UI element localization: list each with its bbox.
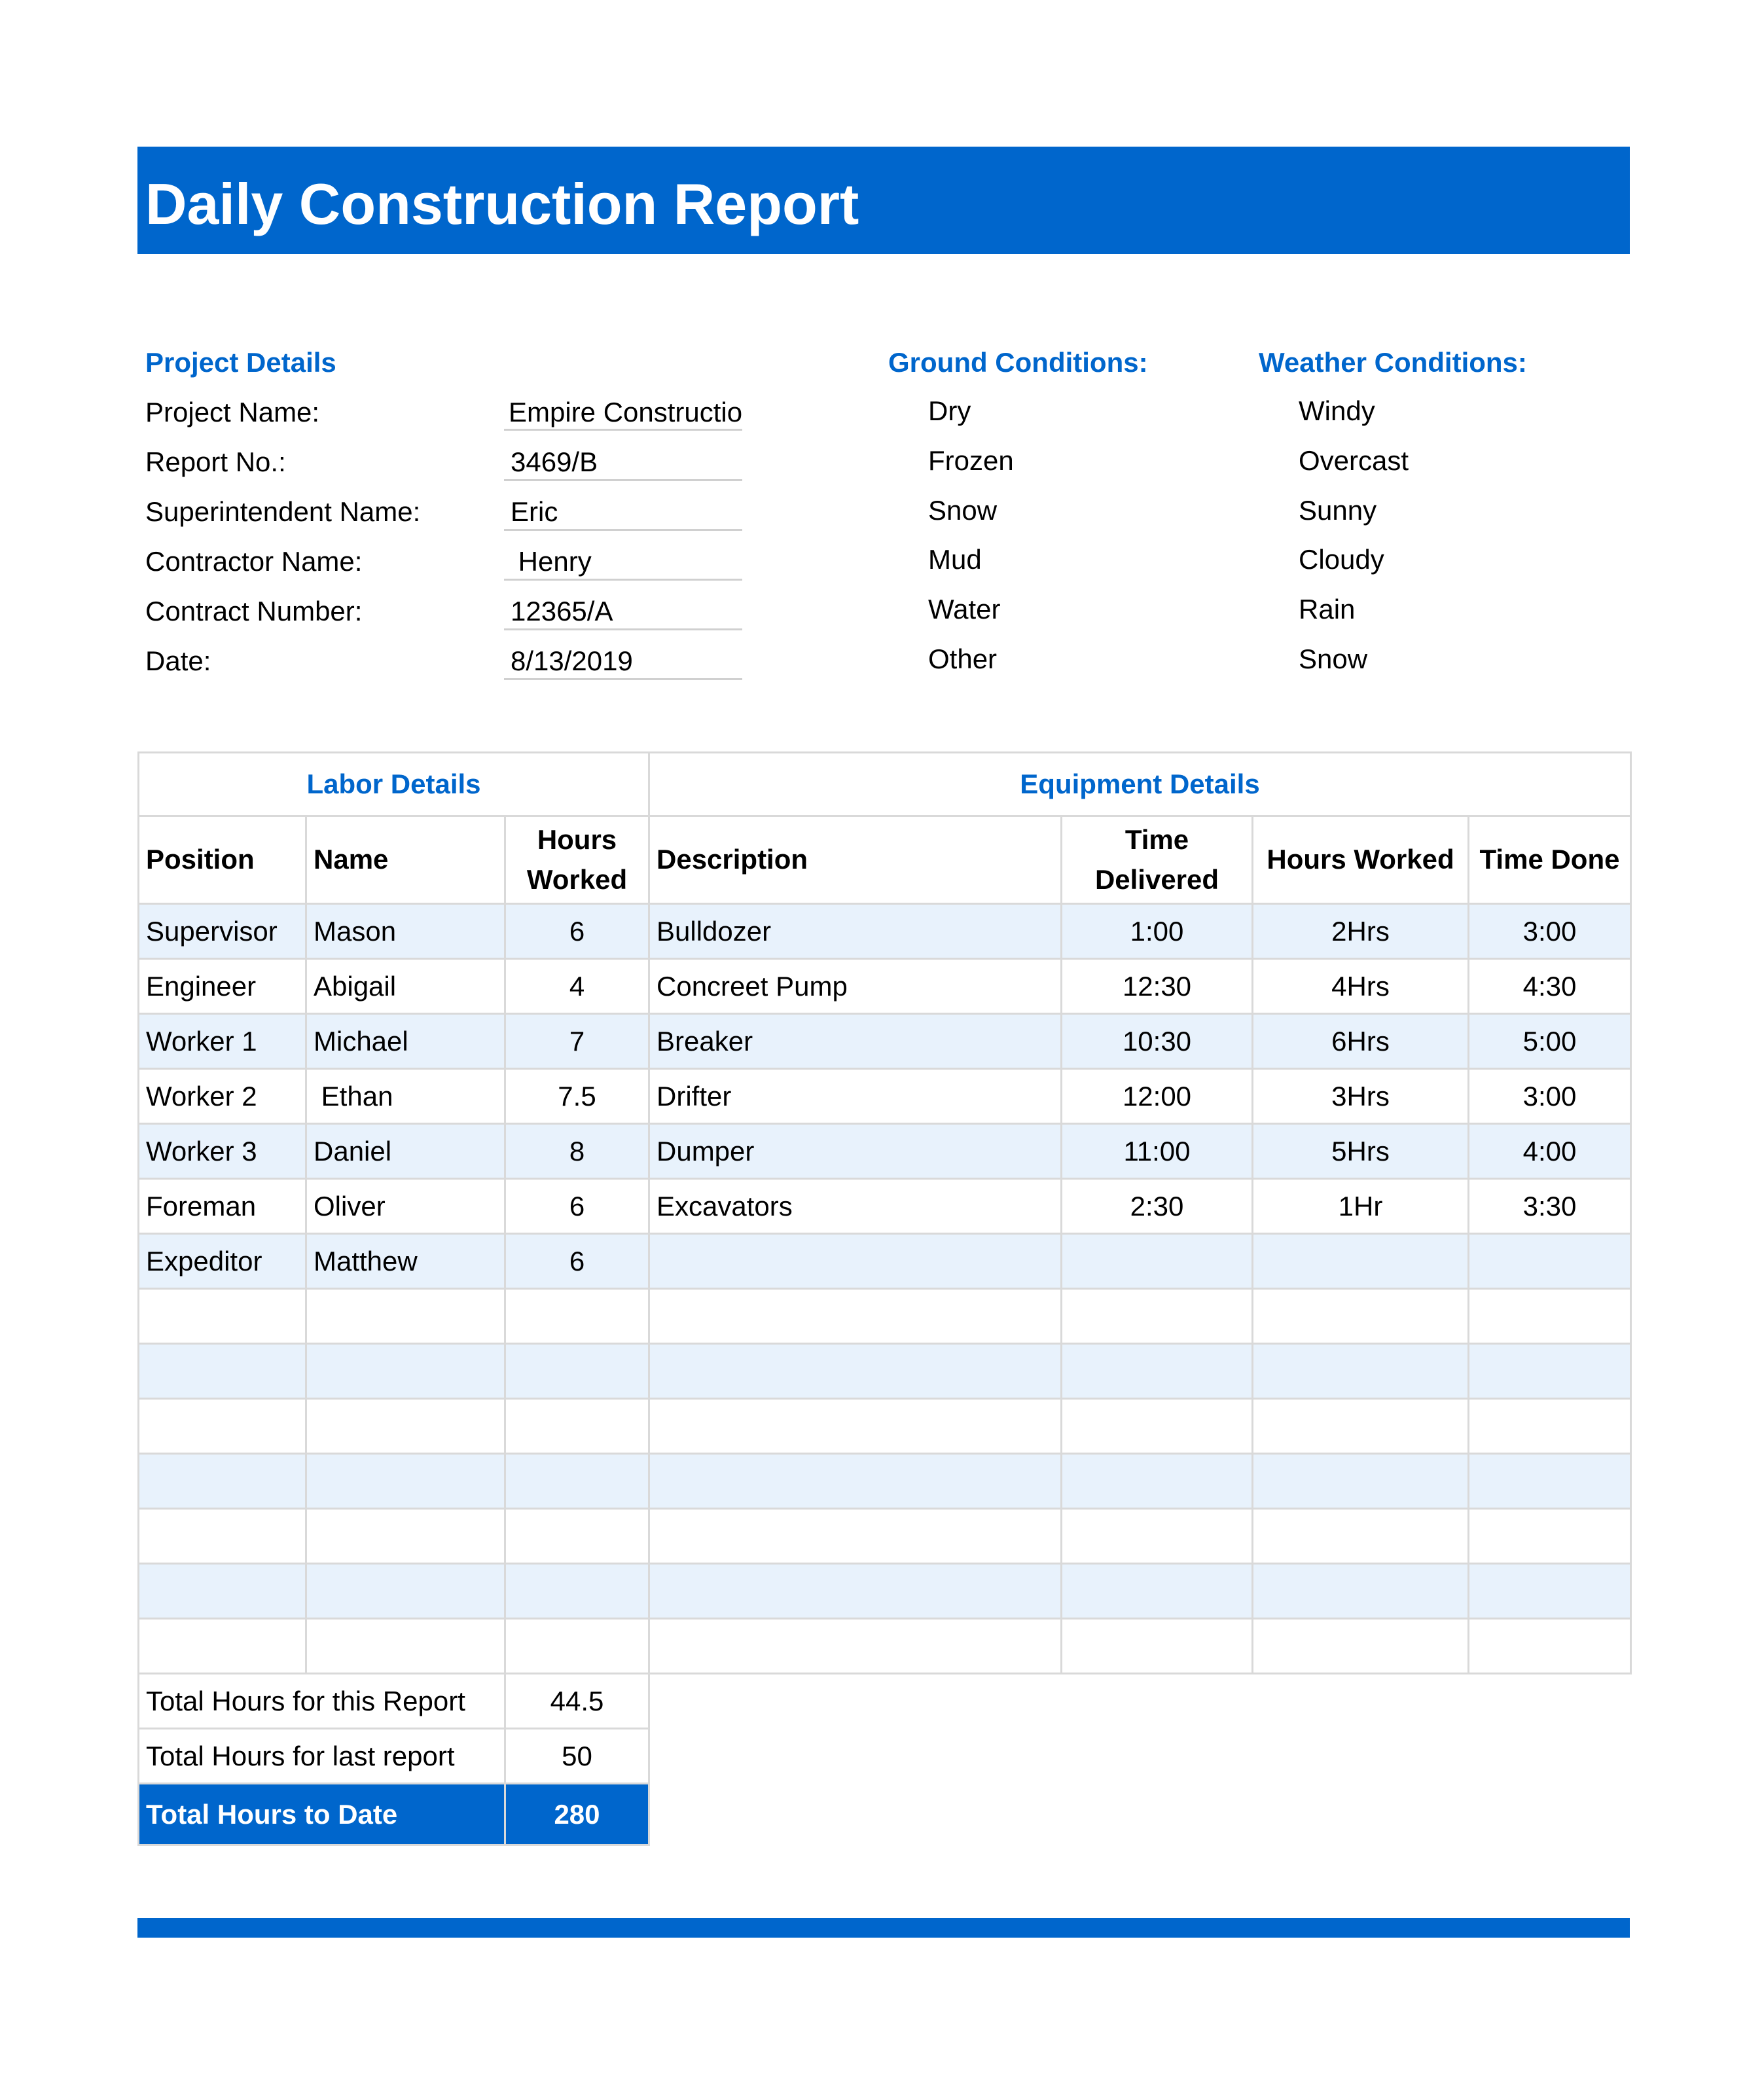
equipment-time-done-cell[interactable]: 4:30 <box>1469 959 1631 1014</box>
labor-position-cell[interactable]: Worker 2 <box>139 1069 306 1124</box>
equipment-hours-worked-cell[interactable] <box>1253 1289 1469 1344</box>
weather-condition-item: Sunny <box>1299 495 1377 526</box>
footer-bar <box>137 1918 1630 1938</box>
labor-hours-cell[interactable]: 6 <box>505 1179 649 1234</box>
labor-position-cell[interactable] <box>139 1399 306 1454</box>
equipment-time-done-cell[interactable] <box>1469 1564 1631 1619</box>
table-row <box>139 1454 1631 1509</box>
labor-position-cell[interactable] <box>139 1509 306 1564</box>
equipment-description-cell[interactable] <box>649 1234 1062 1289</box>
equipment-description-cell[interactable]: Concreet Pump <box>649 959 1062 1014</box>
equipment-time-done-cell[interactable]: 3:30 <box>1469 1179 1631 1234</box>
empty-space <box>649 1784 1631 1845</box>
equipment-description-cell[interactable]: Breaker <box>649 1014 1062 1069</box>
col-header-name: Name <box>306 816 505 904</box>
equipment-time-delivered-cell[interactable] <box>1062 1344 1253 1399</box>
labor-hours-cell[interactable]: 4 <box>505 959 649 1014</box>
col-header-position: Position <box>139 816 306 904</box>
report-no-value[interactable]: 3469/B <box>511 446 598 477</box>
ground-condition-item: Snow <box>928 495 998 526</box>
labor-hours-cell[interactable] <box>505 1289 649 1344</box>
equipment-time-delivered-cell[interactable]: 2:30 <box>1062 1179 1253 1234</box>
labor-details-heading: Labor Details <box>139 753 649 816</box>
table-row <box>139 1014 1631 1069</box>
equipment-hours-worked-cell[interactable]: 1Hr <box>1253 1179 1469 1234</box>
equipment-hours-worked-cell[interactable]: 5Hrs <box>1253 1124 1469 1179</box>
equipment-details-heading: Equipment Details <box>649 753 1631 816</box>
col-header-time-done: Time Done <box>1469 816 1631 904</box>
equipment-description-cell[interactable] <box>649 1289 1062 1344</box>
equipment-description-cell[interactable] <box>649 1454 1062 1509</box>
column-header-row <box>139 816 1631 904</box>
labor-hours-cell[interactable]: 6 <box>505 904 649 959</box>
table-row <box>139 1399 1631 1454</box>
weather-condition-item: Rain <box>1299 594 1356 624</box>
project-name-value[interactable]: Empire Constructio <box>509 397 743 427</box>
page-title: Daily Construction Report <box>145 172 859 236</box>
ground-condition-item: Water <box>928 594 1001 624</box>
equipment-time-delivered-cell[interactable] <box>1062 1289 1253 1344</box>
date-label: Date: <box>145 645 211 676</box>
total-to-date-value: 280 <box>505 1784 649 1845</box>
equipment-hours-worked-cell[interactable] <box>1253 1454 1469 1509</box>
table-row <box>139 1179 1631 1234</box>
equipment-time-done-cell[interactable]: 3:00 <box>1469 1069 1631 1124</box>
labor-hours-cell[interactable]: 6 <box>505 1234 649 1289</box>
labor-name-cell[interactable] <box>306 1289 505 1344</box>
labor-name-cell[interactable] <box>306 1509 505 1564</box>
equipment-time-delivered-cell[interactable] <box>1062 1619 1253 1674</box>
weather-condition-item: Cloudy <box>1299 544 1384 575</box>
labor-name-cell[interactable]: Ethan <box>306 1069 505 1124</box>
empty-space <box>649 1729 1631 1784</box>
equipment-time-done-cell[interactable]: 5:00 <box>1469 1014 1631 1069</box>
equipment-description-cell[interactable]: Bulldozer <box>649 904 1062 959</box>
equipment-description-cell[interactable] <box>649 1619 1062 1674</box>
table-row <box>139 1344 1631 1399</box>
equipment-time-done-cell[interactable]: 4:00 <box>1469 1124 1631 1179</box>
labor-position-cell[interactable] <box>139 1344 306 1399</box>
equipment-description-cell[interactable] <box>649 1509 1062 1564</box>
col-header-time-delivered: Time Delivered <box>1062 816 1253 904</box>
section-header-row <box>139 753 1631 816</box>
equipment-hours-worked-cell[interactable] <box>1253 1564 1469 1619</box>
labor-position-cell[interactable]: Engineer <box>139 959 306 1014</box>
weather-condition-item: Snow <box>1299 643 1368 674</box>
labor-hours-cell[interactable] <box>505 1509 649 1564</box>
table-row <box>139 1509 1631 1564</box>
table-row <box>139 1124 1631 1179</box>
superintendent-name-label: Superintendent Name: <box>145 496 421 527</box>
equipment-time-delivered-cell[interactable]: 11:00 <box>1062 1124 1253 1179</box>
labor-name-cell[interactable]: Abigail <box>306 959 505 1014</box>
date-value[interactable]: 8/13/2019 <box>511 645 633 676</box>
col-header-description: Description <box>649 816 1062 904</box>
labor-position-cell[interactable]: Supervisor <box>139 904 306 959</box>
labor-name-cell[interactable]: Oliver <box>306 1179 505 1234</box>
details-table <box>137 751 1632 1846</box>
labor-name-cell[interactable]: Mason <box>306 904 505 959</box>
equipment-time-done-cell[interactable] <box>1469 1454 1631 1509</box>
project-details-heading: Project Details <box>145 347 336 378</box>
project-name-label: Project Name: <box>145 397 320 427</box>
col-header-hours: Hours Worked <box>505 816 649 904</box>
col-header-hours-worked: Hours Worked <box>1253 816 1469 904</box>
equipment-description-cell[interactable]: Drifter <box>649 1069 1062 1124</box>
ground-condition-item: Mud <box>928 544 982 575</box>
superintendent-name-value[interactable]: Eric <box>511 496 558 527</box>
equipment-hours-worked-cell[interactable]: 2Hrs <box>1253 904 1469 959</box>
equipment-time-delivered-cell[interactable] <box>1062 1564 1253 1619</box>
equipment-time-delivered-cell[interactable]: 10:30 <box>1062 1014 1253 1069</box>
equipment-hours-worked-cell[interactable]: 4Hrs <box>1253 959 1469 1014</box>
total-last-report-row <box>139 1729 1631 1784</box>
table-row <box>139 1564 1631 1619</box>
equipment-time-delivered-cell[interactable]: 12:00 <box>1062 1069 1253 1124</box>
total-to-date-label: Total Hours to Date <box>139 1784 505 1845</box>
equipment-time-delivered-cell[interactable]: 12:30 <box>1062 959 1253 1014</box>
equipment-description-cell[interactable] <box>649 1564 1062 1619</box>
equipment-time-done-cell[interactable] <box>1469 1289 1631 1344</box>
equipment-time-delivered-cell[interactable] <box>1062 1509 1253 1564</box>
contractor-name-label: Contractor Name: <box>145 546 363 577</box>
equipment-time-delivered-cell[interactable] <box>1062 1454 1253 1509</box>
total-this-report-value: 44.5 <box>505 1674 649 1729</box>
labor-position-cell[interactable]: Expeditor <box>139 1234 306 1289</box>
labor-name-cell[interactable]: Matthew <box>306 1234 505 1289</box>
equipment-description-cell[interactable] <box>649 1344 1062 1399</box>
equipment-time-delivered-cell[interactable] <box>1062 1234 1253 1289</box>
field-underline <box>504 429 742 431</box>
table-row <box>139 1289 1631 1344</box>
report-no-label: Report No.: <box>145 446 286 477</box>
contractor-name-value[interactable]: Henry <box>511 546 592 577</box>
labor-hours-cell[interactable] <box>505 1344 649 1399</box>
weather-conditions-heading: Weather Conditions: <box>1259 347 1527 378</box>
field-underline <box>504 678 742 680</box>
empty-space <box>649 1674 1631 1729</box>
equipment-description-cell[interactable]: Excavators <box>649 1179 1062 1234</box>
labor-position-cell[interactable] <box>139 1289 306 1344</box>
table-row <box>139 1234 1631 1289</box>
total-this-report-label: Total Hours for this Report <box>139 1674 505 1729</box>
field-underline <box>504 628 742 630</box>
labor-position-cell[interactable] <box>139 1619 306 1674</box>
equipment-hours-worked-cell[interactable] <box>1253 1509 1469 1564</box>
ground-condition-item: Dry <box>928 395 971 426</box>
equipment-time-delivered-cell[interactable] <box>1062 1399 1253 1454</box>
labor-position-cell[interactable]: Worker 3 <box>139 1124 306 1179</box>
labor-hours-cell[interactable] <box>505 1564 649 1619</box>
equipment-hours-worked-cell[interactable] <box>1253 1619 1469 1674</box>
ground-condition-item: Other <box>928 643 998 674</box>
equipment-time-done-cell[interactable]: 3:00 <box>1469 904 1631 959</box>
labor-position-cell[interactable] <box>139 1454 306 1509</box>
total-last-report-label: Total Hours for last report <box>139 1729 505 1784</box>
equipment-hours-worked-cell[interactable]: 3Hrs <box>1253 1069 1469 1124</box>
equipment-time-done-cell[interactable] <box>1469 1619 1631 1674</box>
labor-name-cell[interactable] <box>306 1399 505 1454</box>
labor-position-cell[interactable] <box>139 1564 306 1619</box>
ground-conditions-heading: Ground Conditions: <box>888 347 1148 378</box>
field-underline <box>504 529 742 531</box>
field-underline <box>504 579 742 581</box>
equipment-time-done-cell[interactable] <box>1469 1399 1631 1454</box>
equipment-time-done-cell[interactable] <box>1469 1234 1631 1289</box>
weather-condition-item: Windy <box>1299 395 1375 426</box>
labor-hours-cell[interactable]: 7 <box>505 1014 649 1069</box>
total-to-date-row <box>139 1784 1631 1845</box>
labor-name-cell[interactable] <box>306 1619 505 1674</box>
ground-condition-item: Frozen <box>928 445 1014 476</box>
labor-hours-cell[interactable] <box>505 1619 649 1674</box>
equipment-hours-worked-cell[interactable] <box>1253 1234 1469 1289</box>
equipment-hours-worked-cell[interactable]: 6Hrs <box>1253 1014 1469 1069</box>
labor-hours-cell[interactable]: 8 <box>505 1124 649 1179</box>
weather-condition-item: Overcast <box>1299 445 1409 476</box>
table-row <box>139 904 1631 959</box>
total-this-report-row <box>139 1674 1631 1729</box>
labor-name-cell[interactable]: Michael <box>306 1014 505 1069</box>
field-underline <box>504 479 742 481</box>
equipment-hours-worked-cell[interactable] <box>1253 1344 1469 1399</box>
labor-name-cell[interactable]: Daniel <box>306 1124 505 1179</box>
contract-number-label: Contract Number: <box>145 596 363 626</box>
equipment-time-done-cell[interactable] <box>1469 1509 1631 1564</box>
labor-hours-cell[interactable]: 7.5 <box>505 1069 649 1124</box>
total-last-report-value: 50 <box>505 1729 649 1784</box>
table-row <box>139 959 1631 1014</box>
labor-name-cell[interactable] <box>306 1564 505 1619</box>
table-row <box>139 1069 1631 1124</box>
labor-hours-cell[interactable] <box>505 1399 649 1454</box>
labor-hours-cell[interactable] <box>505 1454 649 1509</box>
equipment-time-done-cell[interactable] <box>1469 1344 1631 1399</box>
table-row <box>139 1619 1631 1674</box>
labor-name-cell[interactable] <box>306 1454 505 1509</box>
labor-position-cell[interactable]: Foreman <box>139 1179 306 1234</box>
equipment-hours-worked-cell[interactable] <box>1253 1399 1469 1454</box>
labor-name-cell[interactable] <box>306 1344 505 1399</box>
equipment-description-cell[interactable] <box>649 1399 1062 1454</box>
contract-number-value[interactable]: 12365/A <box>511 596 613 626</box>
equipment-description-cell[interactable]: Dumper <box>649 1124 1062 1179</box>
labor-position-cell[interactable]: Worker 1 <box>139 1014 306 1069</box>
equipment-time-delivered-cell[interactable]: 1:00 <box>1062 904 1253 959</box>
